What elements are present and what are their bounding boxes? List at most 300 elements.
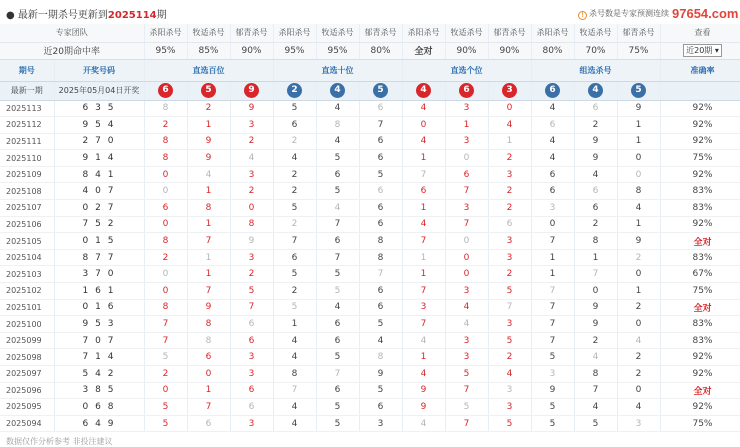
kill-value: 6 bbox=[230, 316, 273, 333]
kill-value: 1 bbox=[617, 117, 660, 134]
draw-number: 3 7 0 bbox=[54, 266, 144, 283]
accuracy-value: 83% bbox=[660, 249, 740, 266]
kill-value: 6 bbox=[359, 150, 402, 167]
expert-name[interactable]: 郁青杀号 bbox=[617, 24, 660, 42]
kill-value: 7 bbox=[273, 382, 316, 399]
kill-value: 5 bbox=[316, 415, 359, 432]
table-row bbox=[0, 332, 740, 349]
kill-value: 8 bbox=[359, 249, 402, 266]
kill-value: 5 bbox=[488, 415, 531, 432]
kill-value: 4 bbox=[230, 150, 273, 167]
info-icon: ! bbox=[578, 11, 587, 20]
kill-value: 5 bbox=[273, 266, 316, 283]
kill-value: 4 bbox=[273, 332, 316, 349]
kill-value: 7 bbox=[574, 266, 617, 283]
kill-value: 5 bbox=[273, 299, 316, 316]
issue-number: 2025098 bbox=[0, 349, 54, 366]
table-row bbox=[0, 117, 740, 134]
expert-name[interactable]: 牧适杀号 bbox=[574, 24, 617, 42]
kill-value: 2 bbox=[574, 216, 617, 233]
table-row bbox=[0, 100, 740, 117]
kill-value: 0 bbox=[617, 382, 660, 399]
kill-value: 4 bbox=[574, 349, 617, 366]
kill-value: 5 bbox=[574, 415, 617, 432]
kill-value: 3 bbox=[230, 349, 273, 366]
expert-hit-rate: 90% bbox=[488, 42, 531, 59]
kill-value: 6 bbox=[316, 332, 359, 349]
kill-value: 7 bbox=[316, 366, 359, 383]
kill-value: 4 bbox=[531, 133, 574, 150]
table-row bbox=[0, 366, 740, 383]
kill-value: 2 bbox=[273, 166, 316, 183]
kill-value: 5 bbox=[273, 100, 316, 117]
accuracy-value: 全对 bbox=[660, 382, 740, 399]
kill-value: 8 bbox=[187, 316, 230, 333]
kill-value: 8 bbox=[144, 233, 187, 250]
prediction-ball: 9 bbox=[244, 83, 259, 98]
kill-value: 1 bbox=[617, 283, 660, 300]
top-bar bbox=[0, 0, 740, 24]
prediction-ball-cell bbox=[273, 81, 316, 100]
kill-value: 6 bbox=[359, 283, 402, 300]
prediction-ball-cell bbox=[445, 81, 488, 100]
kill-value: 3 bbox=[531, 366, 574, 383]
kill-value: 4 bbox=[445, 316, 488, 333]
kill-value: 8 bbox=[359, 233, 402, 250]
kill-value: 2 bbox=[144, 249, 187, 266]
accuracy-value: 全对 bbox=[660, 299, 740, 316]
expert-hit-rate: 70% bbox=[574, 42, 617, 59]
col-header-group: 组选杀号 bbox=[531, 59, 660, 81]
kill-value: 3 bbox=[230, 166, 273, 183]
kill-value: 3 bbox=[488, 382, 531, 399]
kill-value: 9 bbox=[187, 133, 230, 150]
draw-number: 0 1 5 bbox=[54, 233, 144, 250]
draw-number: 6 3 5 bbox=[54, 100, 144, 117]
draw-number: 7 1 4 bbox=[54, 349, 144, 366]
issue-number: 2025106 bbox=[0, 216, 54, 233]
expert-hit-rate: 全对 bbox=[402, 42, 445, 59]
kill-value: 3 bbox=[488, 249, 531, 266]
kill-value: 9 bbox=[187, 299, 230, 316]
kill-value: 5 bbox=[531, 399, 574, 416]
draw-number: 8 7 7 bbox=[54, 249, 144, 266]
col-header-accuracy: 准确率 bbox=[660, 59, 740, 81]
kill-value: 8 bbox=[574, 233, 617, 250]
kill-value: 2 bbox=[144, 117, 187, 134]
title-suffix: 期 bbox=[156, 10, 167, 21]
kill-value: 9 bbox=[617, 233, 660, 250]
kill-value: 0 bbox=[445, 266, 488, 283]
draw-number: 9 1 4 bbox=[54, 150, 144, 167]
kill-value: 4 bbox=[402, 332, 445, 349]
kill-value: 7 bbox=[359, 117, 402, 134]
kill-value: 7 bbox=[402, 166, 445, 183]
kill-value: 2 bbox=[273, 133, 316, 150]
kill-value: 5 bbox=[144, 349, 187, 366]
kill-value: 6 bbox=[316, 382, 359, 399]
kill-value: 1 bbox=[531, 249, 574, 266]
draw-number: 6 4 9 bbox=[54, 415, 144, 432]
issue-number: 2025108 bbox=[0, 183, 54, 200]
table-row bbox=[0, 382, 740, 399]
kill-value: 2 bbox=[273, 183, 316, 200]
accuracy-value: 92% bbox=[660, 100, 740, 117]
kill-value: 3 bbox=[488, 233, 531, 250]
latest-date: 2025年05月04日开奖 bbox=[54, 81, 144, 100]
kill-value: 9 bbox=[230, 100, 273, 117]
kill-value: 6 bbox=[187, 415, 230, 432]
issue-number: 2025097 bbox=[0, 366, 54, 383]
col-header-group: 直选百位 bbox=[144, 59, 273, 81]
draw-number: 0 6 8 bbox=[54, 399, 144, 416]
expert-name[interactable]: 牧适杀号 bbox=[316, 24, 359, 42]
period-select-cell bbox=[660, 42, 740, 59]
kill-value: 4 bbox=[531, 100, 574, 117]
kill-value: 4 bbox=[574, 399, 617, 416]
kill-value: 2 bbox=[230, 133, 273, 150]
issue-number: 2025096 bbox=[0, 382, 54, 399]
kill-value: 6 bbox=[359, 216, 402, 233]
kill-value: 4 bbox=[316, 200, 359, 217]
kill-value: 4 bbox=[316, 299, 359, 316]
kill-value: 0 bbox=[187, 366, 230, 383]
kill-value: 3 bbox=[445, 200, 488, 217]
kill-value: 5 bbox=[488, 283, 531, 300]
kill-value: 4 bbox=[574, 166, 617, 183]
kill-value: 7 bbox=[531, 299, 574, 316]
kill-value: 2 bbox=[574, 332, 617, 349]
kill-value: 3 bbox=[359, 415, 402, 432]
kill-value: 5 bbox=[359, 166, 402, 183]
kill-value: 3 bbox=[230, 117, 273, 134]
kill-value: 2 bbox=[488, 349, 531, 366]
kill-value: 4 bbox=[402, 100, 445, 117]
kill-value: 0 bbox=[230, 200, 273, 217]
draw-number: 8 4 1 bbox=[54, 166, 144, 183]
kill-value: 6 bbox=[531, 117, 574, 134]
expert-name[interactable]: 杀阳杀号 bbox=[531, 24, 574, 42]
latest-label: 最新一期 bbox=[0, 81, 54, 100]
kill-value: 0 bbox=[445, 249, 488, 266]
kill-value: 5 bbox=[316, 183, 359, 200]
table-row bbox=[0, 150, 740, 167]
prediction-ball-cell bbox=[359, 81, 402, 100]
kill-value: 7 bbox=[316, 216, 359, 233]
issue-number: 2025099 bbox=[0, 332, 54, 349]
issue-number: 2025109 bbox=[0, 166, 54, 183]
table-row bbox=[0, 266, 740, 283]
kill-value: 7 bbox=[445, 216, 488, 233]
kill-value: 3 bbox=[445, 349, 488, 366]
kill-value: 8 bbox=[359, 349, 402, 366]
kill-value: 6 bbox=[574, 183, 617, 200]
latest-accuracy-cell bbox=[660, 81, 740, 100]
accuracy-value: 92% bbox=[660, 166, 740, 183]
prediction-ball-cell bbox=[144, 81, 187, 100]
kill-value: 9 bbox=[574, 150, 617, 167]
kill-value: 4 bbox=[273, 150, 316, 167]
draw-number: 7 5 2 bbox=[54, 216, 144, 233]
accuracy-value: 92% bbox=[660, 366, 740, 383]
kill-value: 4 bbox=[531, 150, 574, 167]
prediction-ball: 5 bbox=[631, 83, 646, 98]
kill-value: 5 bbox=[531, 349, 574, 366]
accuracy-value: 75% bbox=[660, 150, 740, 167]
title-prefix: 最新一期杀号更新到 bbox=[17, 10, 108, 21]
kill-value: 6 bbox=[273, 117, 316, 134]
kill-value: 6 bbox=[359, 100, 402, 117]
kill-value: 7 bbox=[402, 283, 445, 300]
kill-value: 2 bbox=[488, 183, 531, 200]
kill-value: 1 bbox=[445, 117, 488, 134]
kill-value: 1 bbox=[402, 249, 445, 266]
accuracy-value: 83% bbox=[660, 316, 740, 333]
prediction-ball-cell bbox=[187, 81, 230, 100]
kill-value: 1 bbox=[187, 382, 230, 399]
table-row bbox=[0, 133, 740, 150]
kill-value: 7 bbox=[531, 283, 574, 300]
kill-value: 0 bbox=[617, 266, 660, 283]
expert-hit-rate: 95% bbox=[144, 42, 187, 59]
expert-hit-rate: 80% bbox=[359, 42, 402, 59]
expert-name[interactable]: 杀阳杀号 bbox=[402, 24, 445, 42]
issue-number: 2025113 bbox=[0, 100, 54, 117]
draw-number: 4 0 7 bbox=[54, 183, 144, 200]
prediction-ball-cell bbox=[402, 81, 445, 100]
draw-number: 0 2 7 bbox=[54, 200, 144, 217]
kill-value: 1 bbox=[402, 266, 445, 283]
kill-value: 7 bbox=[359, 266, 402, 283]
prediction-ball: 6 bbox=[459, 83, 474, 98]
page-title bbox=[6, 6, 167, 21]
draw-number: 5 4 2 bbox=[54, 366, 144, 383]
kill-value: 4 bbox=[617, 200, 660, 217]
kill-value: 9 bbox=[574, 299, 617, 316]
kill-value: 5 bbox=[359, 382, 402, 399]
kill-value: 1 bbox=[187, 183, 230, 200]
draw-number: 7 0 7 bbox=[54, 332, 144, 349]
kill-value: 7 bbox=[187, 233, 230, 250]
kill-value: 6 bbox=[144, 200, 187, 217]
kill-value: 3 bbox=[445, 283, 488, 300]
col-header-draw: 开奖号码 bbox=[54, 59, 144, 81]
kill-value: 9 bbox=[230, 233, 273, 250]
kill-value: 8 bbox=[144, 133, 187, 150]
kill-value: 5 bbox=[316, 283, 359, 300]
expert-name[interactable]: 郁青杀号 bbox=[488, 24, 531, 42]
prediction-ball-cell bbox=[574, 81, 617, 100]
kill-value: 0 bbox=[617, 150, 660, 167]
kill-value: 6 bbox=[531, 166, 574, 183]
kill-value: 7 bbox=[445, 415, 488, 432]
kill-value: 1 bbox=[574, 249, 617, 266]
kill-value: 6 bbox=[359, 183, 402, 200]
kill-value: 7 bbox=[402, 233, 445, 250]
kill-value: 1 bbox=[402, 349, 445, 366]
prediction-ball-cell bbox=[230, 81, 273, 100]
kill-value: 4 bbox=[402, 216, 445, 233]
kill-value: 2 bbox=[574, 117, 617, 134]
kill-value: 7 bbox=[531, 233, 574, 250]
column-header-row bbox=[0, 59, 740, 81]
chevron-down-icon: ▾ bbox=[712, 46, 719, 55]
draw-number: 9 5 3 bbox=[54, 316, 144, 333]
expert-hit-rate: 90% bbox=[445, 42, 488, 59]
expert-name[interactable]: 牧适杀号 bbox=[445, 24, 488, 42]
tip-label: 杀号数是专家预测连续 bbox=[589, 9, 669, 18]
expert-name[interactable]: 郁青杀号 bbox=[359, 24, 402, 42]
kill-value: 2 bbox=[617, 349, 660, 366]
kill-value: 2 bbox=[273, 283, 316, 300]
prediction-ball-cell bbox=[531, 81, 574, 100]
kill-value: 0 bbox=[445, 150, 488, 167]
kill-value: 7 bbox=[488, 299, 531, 316]
kill-value: 8 bbox=[230, 216, 273, 233]
issue-number: 2025102 bbox=[0, 283, 54, 300]
table-row bbox=[0, 166, 740, 183]
kill-value: 9 bbox=[359, 366, 402, 383]
kill-value: 7 bbox=[273, 233, 316, 250]
kill-value: 2 bbox=[488, 150, 531, 167]
kill-value: 6 bbox=[359, 399, 402, 416]
kill-value: 9 bbox=[574, 133, 617, 150]
issue-number: 2025112 bbox=[0, 117, 54, 134]
accuracy-value: 92% bbox=[660, 216, 740, 233]
kill-value: 3 bbox=[445, 133, 488, 150]
expert-hit-rate: 80% bbox=[531, 42, 574, 59]
period-select[interactable] bbox=[683, 44, 722, 57]
kill-value: 4 bbox=[316, 133, 359, 150]
kill-value: 7 bbox=[316, 249, 359, 266]
view-label: 查看 bbox=[660, 24, 740, 42]
draw-number: 3 8 5 bbox=[54, 382, 144, 399]
prediction-ball: 3 bbox=[502, 83, 517, 98]
kill-value: 7 bbox=[144, 332, 187, 349]
kill-value: 4 bbox=[273, 399, 316, 416]
table-row bbox=[0, 200, 740, 217]
kill-value: 5 bbox=[316, 266, 359, 283]
kill-value: 0 bbox=[144, 382, 187, 399]
kill-value: 8 bbox=[144, 299, 187, 316]
kill-value: 1 bbox=[187, 249, 230, 266]
kill-value: 6 bbox=[316, 316, 359, 333]
kill-value: 4 bbox=[402, 133, 445, 150]
kill-value: 6 bbox=[359, 200, 402, 217]
kill-value: 6 bbox=[574, 100, 617, 117]
prediction-ball-cell bbox=[488, 81, 531, 100]
table-row bbox=[0, 299, 740, 316]
kill-value: 0 bbox=[531, 216, 574, 233]
kill-value: 4 bbox=[316, 100, 359, 117]
kill-value: 0 bbox=[445, 233, 488, 250]
accuracy-value: 92% bbox=[660, 133, 740, 150]
kill-value: 5 bbox=[144, 399, 187, 416]
expert-name[interactable]: 牧适杀号 bbox=[187, 24, 230, 42]
kill-value: 8 bbox=[574, 366, 617, 383]
accuracy-value: 75% bbox=[660, 283, 740, 300]
kill-value: 3 bbox=[488, 399, 531, 416]
hit-rate-label: 近20期命中率 bbox=[0, 42, 144, 59]
col-header-issue: 期号 bbox=[0, 59, 54, 81]
kill-value: 3 bbox=[531, 200, 574, 217]
expert-name[interactable]: 杀阳杀号 bbox=[144, 24, 187, 42]
kill-value: 8 bbox=[144, 100, 187, 117]
kill-value: 7 bbox=[144, 316, 187, 333]
prediction-ball: 6 bbox=[158, 83, 173, 98]
kill-value: 4 bbox=[617, 399, 660, 416]
kill-value: 4 bbox=[187, 166, 230, 183]
kill-value: 8 bbox=[187, 332, 230, 349]
kill-value: 1 bbox=[402, 150, 445, 167]
kill-value: 6 bbox=[230, 332, 273, 349]
draw-number: 1 6 1 bbox=[54, 283, 144, 300]
kill-value: 3 bbox=[445, 332, 488, 349]
kill-value: 0 bbox=[144, 216, 187, 233]
kill-value: 3 bbox=[230, 415, 273, 432]
issue-number: 2025100 bbox=[0, 316, 54, 333]
expert-row bbox=[0, 24, 740, 42]
kill-value: 2 bbox=[230, 183, 273, 200]
table-row bbox=[0, 316, 740, 333]
kill-value: 5 bbox=[144, 415, 187, 432]
kill-value: 6 bbox=[230, 382, 273, 399]
hit-rate-row bbox=[0, 42, 740, 59]
expert-team-label: 专家团队 bbox=[0, 24, 144, 42]
kill-value: 5 bbox=[445, 366, 488, 383]
kill-value: 2 bbox=[617, 249, 660, 266]
kill-value: 1 bbox=[617, 133, 660, 150]
kill-value: 6 bbox=[574, 200, 617, 217]
kill-value: 2 bbox=[187, 100, 230, 117]
kill-value: 1 bbox=[273, 316, 316, 333]
accuracy-value: 67% bbox=[660, 266, 740, 283]
kill-value: 4 bbox=[402, 366, 445, 383]
kill-value: 0 bbox=[574, 283, 617, 300]
kill-value: 5 bbox=[359, 316, 402, 333]
kill-value: 8 bbox=[187, 200, 230, 217]
col-header-group: 直选十位 bbox=[273, 59, 402, 81]
kill-value: 5 bbox=[316, 150, 359, 167]
kill-value: 4 bbox=[273, 415, 316, 432]
col-header-group: 直选个位 bbox=[402, 59, 531, 81]
prediction-ball: 5 bbox=[201, 83, 216, 98]
kill-value: 7 bbox=[187, 283, 230, 300]
kill-value: 0 bbox=[144, 166, 187, 183]
kill-value: 4 bbox=[488, 117, 531, 134]
kill-value: 6 bbox=[187, 349, 230, 366]
kill-value: 5 bbox=[445, 399, 488, 416]
accuracy-value: 92% bbox=[660, 399, 740, 416]
kill-value: 5 bbox=[316, 399, 359, 416]
kill-value: 7 bbox=[187, 399, 230, 416]
kill-value: 5 bbox=[531, 415, 574, 432]
expert-name[interactable]: 杀阳杀号 bbox=[273, 24, 316, 42]
kill-value: 8 bbox=[144, 150, 187, 167]
kill-value: 5 bbox=[230, 283, 273, 300]
issue-number: 2025094 bbox=[0, 415, 54, 432]
kill-value: 7 bbox=[445, 183, 488, 200]
title-issue: 2025114 bbox=[107, 10, 157, 21]
kill-value: 1 bbox=[187, 216, 230, 233]
disclaimer: 数据仅作分析参考 非投注建议 bbox=[6, 437, 113, 446]
kill-value: 9 bbox=[402, 399, 445, 416]
site-logo: 97654.com bbox=[672, 6, 739, 21]
expert-name[interactable]: 郁青杀号 bbox=[230, 24, 273, 42]
kill-value: 8 bbox=[617, 183, 660, 200]
issue-number: 2025107 bbox=[0, 200, 54, 217]
kill-value: 2 bbox=[617, 299, 660, 316]
